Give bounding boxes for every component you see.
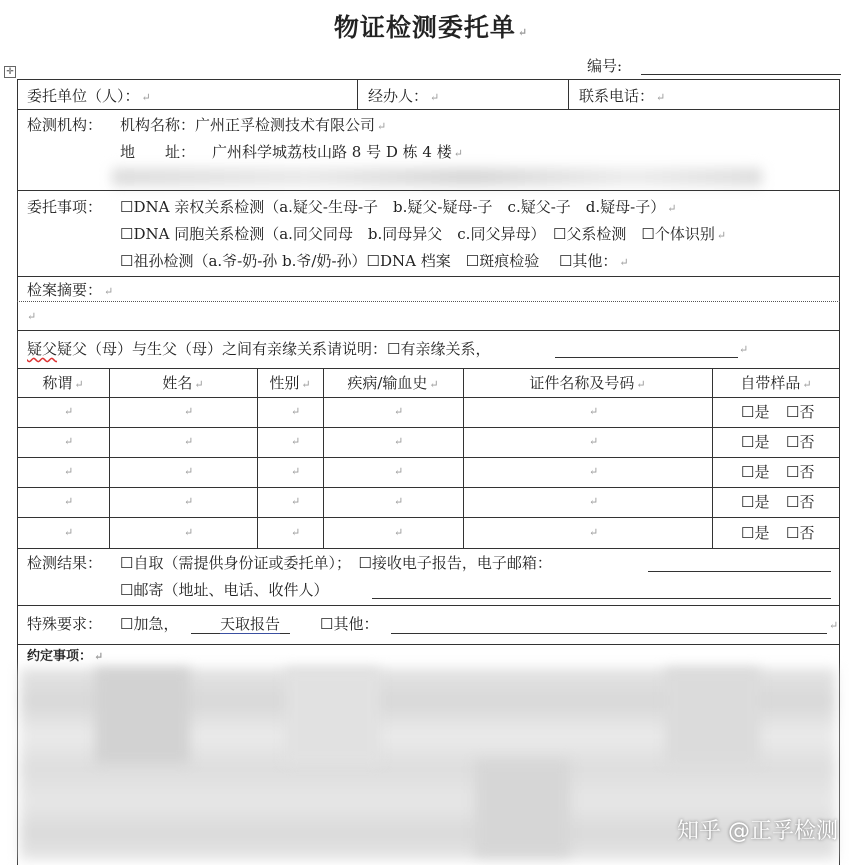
sample-yes-checkbox[interactable]: ☐是 (741, 524, 770, 542)
watermark: 知乎 @正孚检测 (677, 819, 838, 844)
email-field[interactable] (648, 571, 831, 572)
table-cell[interactable]: ↵ (184, 405, 194, 418)
paragraph-mark: ↵ (829, 619, 839, 632)
row-line (17, 427, 840, 428)
table-cell[interactable]: ↵ (589, 405, 599, 418)
mail-address-field[interactable] (372, 598, 831, 599)
sample-no-checkbox[interactable]: ☐否 (786, 493, 815, 511)
sample-no-checkbox[interactable]: ☐否 (786, 433, 815, 451)
days-label: 天取报告 (220, 615, 281, 633)
special-label: 特殊要求： (27, 615, 103, 633)
redacted-block (475, 760, 570, 856)
table-cell[interactable]: ↵ (184, 495, 194, 508)
handler-label[interactable]: 经办人： ↵ (368, 87, 440, 105)
case-summary-label[interactable]: 检案摘要： ↵ (27, 281, 114, 299)
col-header-sample: 自带样品 ↵ (740, 374, 812, 392)
table-top-line (17, 368, 840, 369)
table-cell[interactable]: ↵ (394, 495, 404, 508)
table-cell[interactable]: ↵ (394, 526, 404, 539)
table-move-handle-icon[interactable]: ✛ (4, 66, 16, 78)
special-other-field[interactable] (391, 633, 827, 634)
col-line (109, 368, 110, 548)
entrust-other-options[interactable]: ☐祖孙检测（a.爷-奶-孙 b.爷/奶-孙）☐DNA 档案 ☐斑痕检验 ☐其他： ↵ (120, 252, 629, 270)
dotted-line (17, 301, 840, 302)
table-cell[interactable]: ↵ (589, 465, 599, 478)
client-label[interactable]: 委托单位（人）： ↵ (27, 87, 151, 105)
divider (568, 79, 569, 109)
special-other-checkbox[interactable]: ☐其他： (320, 615, 379, 633)
row-line (17, 109, 840, 110)
paragraph-mark: ↵ (27, 310, 37, 323)
entrust-paternity-options[interactable]: ☐DNA 亲权关系检测（a.疑父-生母-子 b.疑父-疑母-子 c.疑父-子 d.疑母-子） ↵ (120, 198, 677, 216)
table-cell[interactable]: ↵ (184, 526, 194, 539)
redacted-block (95, 668, 190, 764)
col-line (257, 368, 258, 548)
sample-yes-checkbox[interactable]: ☐是 (741, 463, 770, 481)
relation-statement[interactable]: 疑父疑父（母）与生父（母）之间有亲缘关系请说明：☐有亲缘关系， (27, 340, 491, 358)
table-cell[interactable]: ↵ (184, 465, 194, 478)
divider (357, 79, 358, 109)
table-cell[interactable]: ↵ (291, 526, 301, 539)
row-line (17, 330, 840, 331)
sample-no-checkbox[interactable]: ☐否 (786, 463, 815, 481)
col-line (463, 368, 464, 548)
serial-number-field[interactable] (641, 74, 841, 75)
row-line (17, 487, 840, 488)
result-pickup-email-options[interactable]: ☐自取（需提供身份证或委托单）； ☐接收电子报告，电子邮箱： (120, 554, 552, 572)
col-header-id-document: 证件名称及号码 ↵ (529, 374, 646, 392)
table-cell[interactable]: ↵ (394, 465, 404, 478)
institution-address-label: 地 址： (120, 143, 196, 161)
table-cell[interactable]: ↵ (589, 495, 599, 508)
institution-address: 广州科学城荔枝山路 8 号 D 栋 4 楼 ↵ (212, 143, 463, 161)
table-cell[interactable]: ↵ (291, 495, 301, 508)
col-header-name: 姓名 ↵ (162, 374, 204, 392)
redacted-block (665, 668, 760, 764)
table-cell[interactable]: ↵ (64, 465, 74, 478)
sample-yes-checkbox[interactable]: ☐是 (741, 433, 770, 451)
agreement-label: 约定事项： ↵ (27, 649, 104, 664)
row-line (17, 517, 840, 518)
col-header-medical-history: 疾病/输血史 ↵ (347, 374, 439, 392)
table-cell[interactable]: ↵ (589, 526, 599, 539)
entrust-sibling-options[interactable]: ☐DNA 同胞关系检测（a.同父同母 b.同母异父 c.同父异母） ☐父系检测 ☐个体识别 ↵ (120, 225, 727, 243)
row-line (17, 276, 840, 277)
redacted-block (285, 668, 380, 764)
table-cell[interactable]: ↵ (64, 435, 74, 448)
phone-label[interactable]: 联系电话： ↵ (579, 87, 666, 105)
row-line (17, 397, 840, 398)
row-line (17, 190, 840, 191)
col-header-gender: 性别 ↵ (269, 374, 311, 392)
sample-no-checkbox[interactable]: ☐否 (786, 403, 815, 421)
table-cell[interactable]: ↵ (394, 405, 404, 418)
result-mail-option[interactable]: ☐邮寄（地址、电话、收件人） (120, 581, 329, 599)
relation-blank[interactable] (555, 357, 738, 358)
col-header-title: 称谓 ↵ (42, 374, 84, 392)
table-cell[interactable]: ↵ (184, 435, 194, 448)
table-cell[interactable]: ↵ (291, 405, 301, 418)
table-cell[interactable]: ↵ (64, 526, 74, 539)
row-line (17, 457, 840, 458)
entrust-label: 委托事项： (27, 198, 103, 216)
table-bottom-line (17, 548, 840, 549)
sample-yes-checkbox[interactable]: ☐是 (741, 403, 770, 421)
institution-label: 检测机构： (27, 116, 103, 134)
table-cell[interactable]: ↵ (291, 435, 301, 448)
col-line (323, 368, 324, 548)
table-cell[interactable]: ↵ (589, 435, 599, 448)
document-title: 物证检测委托单 ↵ (333, 13, 529, 42)
sample-yes-checkbox[interactable]: ☐是 (741, 493, 770, 511)
col-line (712, 368, 713, 548)
paragraph-mark: ↵ (739, 343, 749, 356)
table-cell[interactable]: ↵ (394, 435, 404, 448)
redacted-contact-info (112, 168, 762, 186)
result-label: 检测结果： (27, 554, 103, 572)
row-line (17, 605, 840, 606)
sample-no-checkbox[interactable]: ☐否 (786, 524, 815, 542)
table-cell[interactable]: ↵ (291, 465, 301, 478)
urgent-checkbox[interactable]: ☐加急， (120, 615, 179, 633)
serial-number-label: 编号: (587, 57, 623, 75)
row-line (17, 644, 840, 645)
table-cell[interactable]: ↵ (64, 405, 74, 418)
institution-name: 机构名称：广州正孚检测技术有限公司 ↵ (120, 116, 387, 134)
table-cell[interactable]: ↵ (64, 495, 74, 508)
